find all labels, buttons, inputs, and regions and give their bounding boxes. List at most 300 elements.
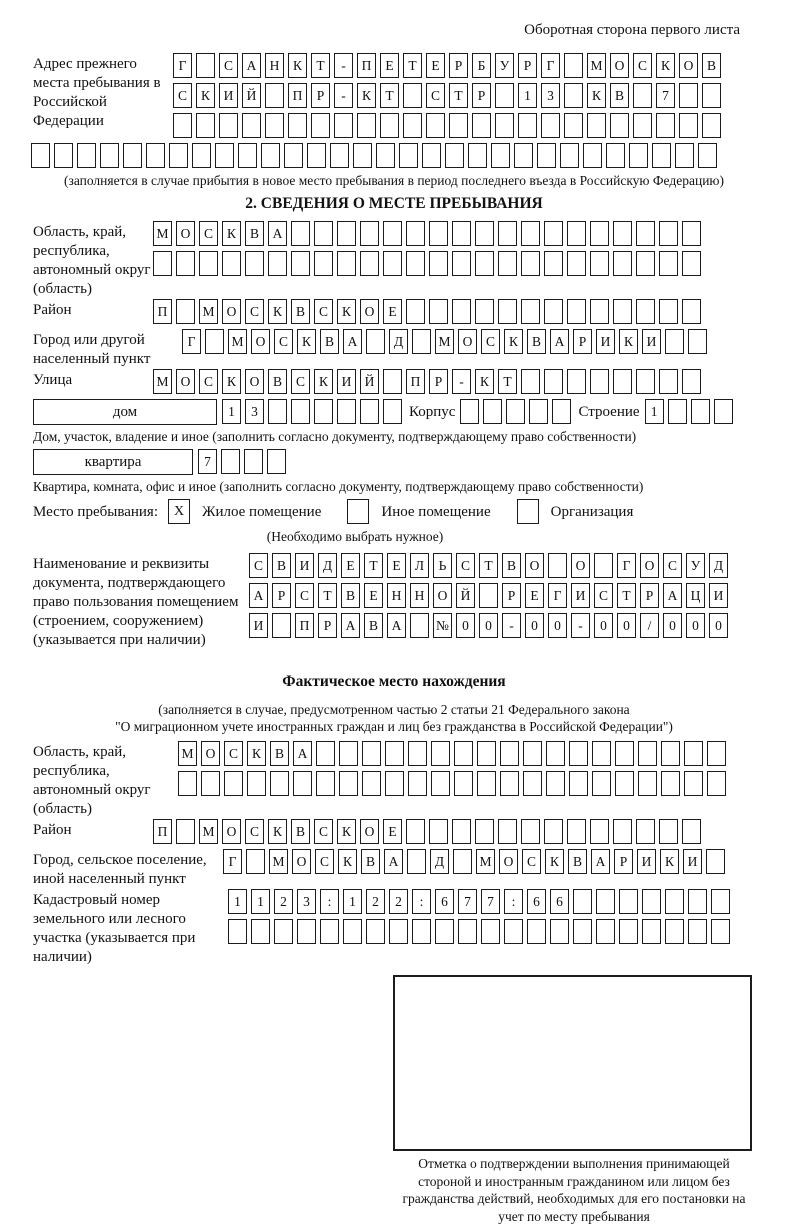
form-cell[interactable] <box>412 329 431 354</box>
form-cell[interactable]: С <box>663 553 682 578</box>
form-cell[interactable] <box>314 399 333 424</box>
form-cell[interactable]: М <box>587 53 606 78</box>
form-cell[interactable]: 0 <box>479 613 498 638</box>
form-cell[interactable] <box>481 919 500 944</box>
form-cell[interactable]: Е <box>341 553 360 578</box>
form-cell[interactable]: Й <box>456 583 475 608</box>
form-cell[interactable] <box>702 83 721 108</box>
form-cell[interactable] <box>410 613 429 638</box>
form-cell[interactable]: Б <box>472 53 491 78</box>
form-cell[interactable] <box>431 771 450 796</box>
form-cell[interactable]: Г <box>173 53 192 78</box>
form-cell[interactable]: К <box>222 369 241 394</box>
form-cell[interactable]: В <box>502 553 521 578</box>
form-cell[interactable] <box>569 741 588 766</box>
form-cell[interactable]: Н <box>387 583 406 608</box>
form-cell[interactable]: К <box>357 83 376 108</box>
form-cell[interactable] <box>244 449 263 474</box>
form-cell[interactable]: Т <box>498 369 517 394</box>
form-cell[interactable]: Р <box>518 53 537 78</box>
form-cell[interactable]: П <box>357 53 376 78</box>
form-cell[interactable] <box>339 771 358 796</box>
form-cell[interactable] <box>475 299 494 324</box>
form-cell[interactable]: И <box>637 849 656 874</box>
form-cell[interactable] <box>429 221 448 246</box>
form-cell[interactable]: О <box>176 369 195 394</box>
form-cell[interactable] <box>506 399 525 424</box>
form-cell[interactable]: С <box>199 369 218 394</box>
form-cell[interactable]: С <box>274 329 293 354</box>
form-cell[interactable] <box>205 329 224 354</box>
form-cell[interactable]: Й <box>360 369 379 394</box>
form-cell[interactable] <box>429 299 448 324</box>
form-cell[interactable]: М <box>178 741 197 766</box>
form-cell[interactable] <box>224 771 243 796</box>
form-cell[interactable]: С <box>315 849 334 874</box>
form-cell[interactable] <box>659 369 678 394</box>
form-cell[interactable]: С <box>295 583 314 608</box>
form-cell[interactable] <box>360 251 379 276</box>
form-cell[interactable]: С <box>314 819 333 844</box>
form-cell[interactable]: С <box>481 329 500 354</box>
form-cell[interactable] <box>500 741 519 766</box>
form-cell[interactable] <box>176 819 195 844</box>
form-cell[interactable] <box>412 919 431 944</box>
form-cell[interactable]: К <box>545 849 564 874</box>
form-cell[interactable] <box>362 741 381 766</box>
form-cell[interactable] <box>610 113 629 138</box>
form-cell[interactable] <box>334 113 353 138</box>
form-cell[interactable] <box>272 613 291 638</box>
form-cell[interactable]: 0 <box>663 613 682 638</box>
form-cell[interactable] <box>682 369 701 394</box>
form-cell[interactable] <box>633 113 652 138</box>
form-cell[interactable]: О <box>360 299 379 324</box>
form-cell[interactable] <box>564 53 583 78</box>
form-cell[interactable] <box>54 143 73 168</box>
form-cell[interactable]: О <box>222 819 241 844</box>
form-cell[interactable]: : <box>412 889 431 914</box>
form-cell[interactable] <box>544 369 563 394</box>
form-cell[interactable]: 0 <box>548 613 567 638</box>
form-cell[interactable] <box>592 771 611 796</box>
form-cell[interactable]: К <box>247 741 266 766</box>
form-cell[interactable]: И <box>642 329 661 354</box>
form-cell[interactable] <box>199 251 218 276</box>
form-cell[interactable]: Р <box>502 583 521 608</box>
form-cell[interactable]: Р <box>573 329 592 354</box>
form-cell[interactable] <box>238 143 257 168</box>
form-cell[interactable] <box>176 251 195 276</box>
form-cell[interactable] <box>449 113 468 138</box>
form-cell[interactable]: С <box>456 553 475 578</box>
form-cell[interactable] <box>360 221 379 246</box>
form-cell[interactable]: В <box>320 329 339 354</box>
form-cell[interactable]: К <box>619 329 638 354</box>
form-cell[interactable]: А <box>341 613 360 638</box>
form-cell[interactable]: 1 <box>228 889 247 914</box>
form-cell[interactable] <box>100 143 119 168</box>
form-cell[interactable] <box>343 919 362 944</box>
form-cell[interactable]: 1 <box>343 889 362 914</box>
form-cell[interactable]: К <box>337 299 356 324</box>
form-cell[interactable]: А <box>268 221 287 246</box>
form-cell[interactable] <box>366 329 385 354</box>
form-cell[interactable] <box>311 113 330 138</box>
form-cell[interactable] <box>498 819 517 844</box>
house-type-box[interactable]: дом <box>33 399 217 425</box>
form-cell[interactable] <box>573 889 592 914</box>
form-cell[interactable] <box>380 113 399 138</box>
form-cell[interactable] <box>652 143 671 168</box>
form-cell[interactable] <box>661 741 680 766</box>
form-cell[interactable] <box>546 741 565 766</box>
form-cell[interactable] <box>192 143 211 168</box>
form-cell[interactable] <box>698 143 717 168</box>
form-cell[interactable]: Р <box>429 369 448 394</box>
form-cell[interactable] <box>268 399 287 424</box>
form-cell[interactable]: Й <box>242 83 261 108</box>
form-cell[interactable]: 6 <box>435 889 454 914</box>
form-cell[interactable] <box>711 889 730 914</box>
form-cell[interactable] <box>77 143 96 168</box>
form-cell[interactable]: О <box>201 741 220 766</box>
form-cell[interactable] <box>684 771 703 796</box>
form-cell[interactable] <box>31 143 50 168</box>
form-cell[interactable]: - <box>334 53 353 78</box>
form-cell[interactable] <box>452 299 471 324</box>
form-cell[interactable] <box>337 251 356 276</box>
form-cell[interactable] <box>590 299 609 324</box>
form-cell[interactable]: № <box>433 613 452 638</box>
form-cell[interactable]: Г <box>223 849 242 874</box>
form-cell[interactable]: В <box>268 369 287 394</box>
form-cell[interactable] <box>518 113 537 138</box>
form-cell[interactable] <box>316 741 335 766</box>
form-cell[interactable] <box>265 113 284 138</box>
form-cell[interactable]: Г <box>548 583 567 608</box>
form-cell[interactable] <box>521 221 540 246</box>
form-cell[interactable]: Т <box>311 53 330 78</box>
form-cell[interactable] <box>337 221 356 246</box>
form-cell[interactable]: - <box>502 613 521 638</box>
form-cell[interactable]: Т <box>617 583 636 608</box>
form-cell[interactable]: 7 <box>198 449 217 474</box>
form-cell[interactable] <box>573 919 592 944</box>
form-cell[interactable] <box>479 583 498 608</box>
form-cell[interactable]: С <box>199 221 218 246</box>
form-cell[interactable]: Е <box>383 819 402 844</box>
form-cell[interactable] <box>403 83 422 108</box>
form-cell[interactable]: С <box>594 583 613 608</box>
form-cell[interactable] <box>613 221 632 246</box>
form-cell[interactable] <box>688 329 707 354</box>
form-cell[interactable]: К <box>196 83 215 108</box>
form-cell[interactable]: С <box>522 849 541 874</box>
form-cell[interactable]: 1 <box>222 399 241 424</box>
form-cell[interactable] <box>613 299 632 324</box>
form-cell[interactable] <box>320 919 339 944</box>
form-cell[interactable]: О <box>679 53 698 78</box>
form-cell[interactable] <box>452 251 471 276</box>
form-cell[interactable]: У <box>495 53 514 78</box>
form-cell[interactable]: И <box>337 369 356 394</box>
form-cell[interactable] <box>178 771 197 796</box>
form-cell[interactable]: А <box>242 53 261 78</box>
form-cell[interactable] <box>291 399 310 424</box>
form-cell[interactable]: 7 <box>458 889 477 914</box>
form-cell[interactable]: К <box>660 849 679 874</box>
form-cell[interactable]: П <box>406 369 425 394</box>
form-cell[interactable] <box>613 369 632 394</box>
form-cell[interactable]: Н <box>410 583 429 608</box>
form-cell[interactable] <box>642 889 661 914</box>
form-cell[interactable]: П <box>288 83 307 108</box>
form-cell[interactable]: П <box>153 819 172 844</box>
form-cell[interactable] <box>688 919 707 944</box>
form-cell[interactable] <box>498 221 517 246</box>
form-cell[interactable]: 1 <box>251 889 270 914</box>
form-cell[interactable] <box>383 251 402 276</box>
form-cell[interactable]: Е <box>426 53 445 78</box>
form-cell[interactable] <box>366 919 385 944</box>
form-cell[interactable]: К <box>475 369 494 394</box>
form-cell[interactable] <box>399 143 418 168</box>
form-cell[interactable] <box>688 889 707 914</box>
form-cell[interactable] <box>221 449 240 474</box>
form-cell[interactable] <box>590 819 609 844</box>
form-cell[interactable]: 3 <box>297 889 316 914</box>
form-cell[interactable]: Т <box>318 583 337 608</box>
form-cell[interactable]: А <box>293 741 312 766</box>
form-cell[interactable]: М <box>269 849 288 874</box>
form-cell[interactable]: У <box>686 553 705 578</box>
form-cell[interactable]: Д <box>709 553 728 578</box>
form-cell[interactable]: Л <box>410 553 429 578</box>
form-cell[interactable] <box>661 771 680 796</box>
form-cell[interactable] <box>521 819 540 844</box>
form-cell[interactable]: С <box>633 53 652 78</box>
form-cell[interactable] <box>544 819 563 844</box>
form-cell[interactable] <box>707 771 726 796</box>
form-cell[interactable]: С <box>314 299 333 324</box>
form-cell[interactable]: Т <box>479 553 498 578</box>
form-cell[interactable] <box>477 771 496 796</box>
form-cell[interactable]: 1 <box>518 83 537 108</box>
form-cell[interactable] <box>567 221 586 246</box>
form-cell[interactable] <box>454 771 473 796</box>
form-cell[interactable]: С <box>224 741 243 766</box>
form-cell[interactable]: Е <box>383 299 402 324</box>
form-cell[interactable]: В <box>610 83 629 108</box>
form-cell[interactable] <box>475 251 494 276</box>
form-cell[interactable] <box>615 771 634 796</box>
form-cell[interactable]: К <box>314 369 333 394</box>
form-cell[interactable] <box>707 741 726 766</box>
form-cell[interactable]: Ц <box>686 583 705 608</box>
form-cell[interactable] <box>196 53 215 78</box>
form-cell[interactable] <box>606 143 625 168</box>
form-cell[interactable]: : <box>320 889 339 914</box>
form-cell[interactable] <box>636 221 655 246</box>
form-cell[interactable]: Е <box>387 553 406 578</box>
form-cell[interactable] <box>596 889 615 914</box>
form-cell[interactable]: И <box>683 849 702 874</box>
form-cell[interactable] <box>668 399 687 424</box>
form-cell[interactable] <box>316 771 335 796</box>
form-cell[interactable]: Г <box>617 553 636 578</box>
form-cell[interactable]: О <box>176 221 195 246</box>
form-cell[interactable] <box>245 251 264 276</box>
form-cell[interactable]: 0 <box>709 613 728 638</box>
form-cell[interactable] <box>679 83 698 108</box>
form-cell[interactable] <box>548 553 567 578</box>
form-cell[interactable]: В <box>245 221 264 246</box>
form-cell[interactable] <box>483 399 502 424</box>
form-cell[interactable] <box>521 299 540 324</box>
form-cell[interactable]: 6 <box>527 889 546 914</box>
form-cell[interactable] <box>529 399 548 424</box>
form-cell[interactable]: В <box>364 613 383 638</box>
form-cell[interactable] <box>376 143 395 168</box>
form-cell[interactable] <box>454 741 473 766</box>
checkbox-other-premises[interactable] <box>347 499 369 524</box>
form-cell[interactable] <box>691 399 710 424</box>
form-cell[interactable]: Т <box>403 53 422 78</box>
form-cell[interactable] <box>383 221 402 246</box>
form-cell[interactable]: О <box>251 329 270 354</box>
form-cell[interactable]: М <box>199 819 218 844</box>
form-cell[interactable] <box>592 741 611 766</box>
form-cell[interactable] <box>477 741 496 766</box>
form-cell[interactable]: С <box>245 819 264 844</box>
form-cell[interactable]: Ь <box>433 553 452 578</box>
form-cell[interactable] <box>251 919 270 944</box>
form-cell[interactable] <box>527 919 546 944</box>
form-cell[interactable]: П <box>153 299 172 324</box>
form-cell[interactable] <box>353 143 372 168</box>
form-cell[interactable]: М <box>153 369 172 394</box>
form-cell[interactable] <box>339 741 358 766</box>
form-cell[interactable]: М <box>153 221 172 246</box>
form-cell[interactable] <box>564 83 583 108</box>
form-cell[interactable] <box>431 741 450 766</box>
form-cell[interactable] <box>153 251 172 276</box>
form-cell[interactable]: 2 <box>366 889 385 914</box>
form-cell[interactable]: А <box>343 329 362 354</box>
form-cell[interactable] <box>383 399 402 424</box>
form-cell[interactable]: О <box>499 849 518 874</box>
form-cell[interactable] <box>590 251 609 276</box>
form-cell[interactable]: О <box>458 329 477 354</box>
form-cell[interactable] <box>544 251 563 276</box>
form-cell[interactable] <box>665 889 684 914</box>
form-cell[interactable]: С <box>245 299 264 324</box>
form-cell[interactable]: Р <box>272 583 291 608</box>
form-cell[interactable]: И <box>295 553 314 578</box>
form-cell[interactable] <box>403 113 422 138</box>
form-cell[interactable]: Д <box>318 553 337 578</box>
form-cell[interactable] <box>636 299 655 324</box>
form-cell[interactable] <box>564 113 583 138</box>
form-cell[interactable] <box>495 83 514 108</box>
form-cell[interactable] <box>314 221 333 246</box>
form-cell[interactable] <box>682 299 701 324</box>
form-cell[interactable]: О <box>222 299 241 324</box>
form-cell[interactable] <box>429 819 448 844</box>
form-cell[interactable] <box>636 819 655 844</box>
form-cell[interactable] <box>445 143 464 168</box>
form-cell[interactable] <box>475 819 494 844</box>
form-cell[interactable]: А <box>384 849 403 874</box>
form-cell[interactable] <box>702 113 721 138</box>
form-cell[interactable] <box>714 399 733 424</box>
form-cell[interactable]: 6 <box>550 889 569 914</box>
form-cell[interactable]: А <box>249 583 268 608</box>
form-cell[interactable] <box>265 83 284 108</box>
form-cell[interactable]: 0 <box>594 613 613 638</box>
form-cell[interactable] <box>408 741 427 766</box>
form-cell[interactable] <box>123 143 142 168</box>
form-cell[interactable]: И <box>571 583 590 608</box>
form-cell[interactable] <box>453 849 472 874</box>
form-cell[interactable] <box>659 251 678 276</box>
form-cell[interactable] <box>246 849 265 874</box>
form-cell[interactable] <box>468 143 487 168</box>
form-cell[interactable] <box>291 221 310 246</box>
form-cell[interactable]: 7 <box>656 83 675 108</box>
form-cell[interactable] <box>284 143 303 168</box>
form-cell[interactable]: Е <box>364 583 383 608</box>
form-cell[interactable] <box>567 369 586 394</box>
form-cell[interactable]: И <box>709 583 728 608</box>
form-cell[interactable]: О <box>610 53 629 78</box>
form-cell[interactable]: Р <box>311 83 330 108</box>
form-cell[interactable]: К <box>338 849 357 874</box>
form-cell[interactable]: М <box>228 329 247 354</box>
form-cell[interactable] <box>288 113 307 138</box>
form-cell[interactable] <box>274 919 293 944</box>
form-cell[interactable] <box>169 143 188 168</box>
form-cell[interactable] <box>267 449 286 474</box>
form-cell[interactable]: Д <box>389 329 408 354</box>
form-cell[interactable] <box>407 849 426 874</box>
form-cell[interactable] <box>682 251 701 276</box>
form-cell[interactable] <box>711 919 730 944</box>
form-cell[interactable]: 3 <box>541 83 560 108</box>
form-cell[interactable] <box>638 771 657 796</box>
form-cell[interactable] <box>642 919 661 944</box>
form-cell[interactable]: 0 <box>456 613 475 638</box>
form-cell[interactable] <box>544 299 563 324</box>
form-cell[interactable]: О <box>360 819 379 844</box>
form-cell[interactable] <box>560 143 579 168</box>
form-cell[interactable] <box>242 113 261 138</box>
form-cell[interactable] <box>498 299 517 324</box>
form-cell[interactable] <box>291 251 310 276</box>
form-cell[interactable]: О <box>433 583 452 608</box>
form-cell[interactable] <box>173 113 192 138</box>
form-cell[interactable] <box>636 251 655 276</box>
form-cell[interactable] <box>675 143 694 168</box>
form-cell[interactable] <box>498 251 517 276</box>
form-cell[interactable] <box>222 251 241 276</box>
form-cell[interactable] <box>615 741 634 766</box>
form-cell[interactable] <box>201 771 220 796</box>
form-cell[interactable] <box>270 771 289 796</box>
form-cell[interactable] <box>472 113 491 138</box>
form-cell[interactable] <box>587 113 606 138</box>
